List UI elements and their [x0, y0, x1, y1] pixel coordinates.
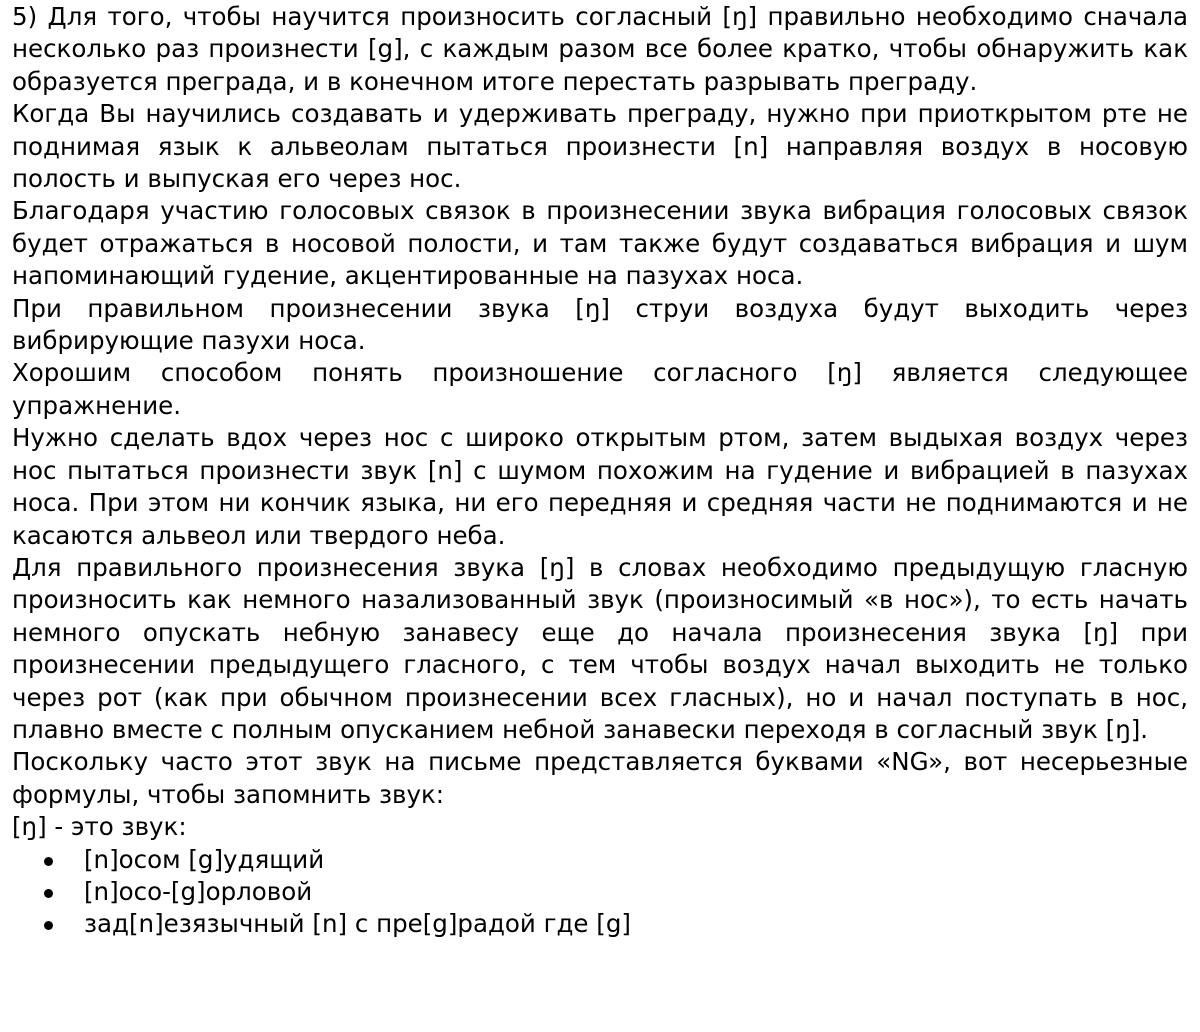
paragraph-intro: 5) Для того, чтобы научится произносить согласный [ŋ] правильно необходимо сначала несколько раз произнести [g], с каждым разом все более кратко, чтобы обнаружить как образуется преграда, и в конечном итоге перестать разрывать преграду. — [12, 2, 1188, 96]
paragraph-exercise: Нужно сделать вдох через нос с широко открытым ртом, затем выдыхая воздух через нос пытаться произнести звук [n] с шумом похожим на гудение и вибрацией в пазухах носа. При этом ни кончик языка, ни его передняя и средняя части не поднимаются и не касаются альвеол или твердого неба. — [12, 423, 1188, 550]
paragraph-nasalization: Для правильного произнесения звука [ŋ] в словах необходимо предыдущую гласную произносить как немного назализованный звук (произносимый «в нос»), то есть начать немного опускать небную занавесу еще до начала произнесения звука [ŋ] при произнесении предыдущего гласного, с тем чтобы воздух начал выходить не только через рот (как при обычном произнесении всех гласных), но и начал поступать в нос, плавно вместе с полным опусканием небной занавески переходя в согласный звук [ŋ]. — [12, 552, 1188, 744]
paragraph-barrier: Когда Вы научились создавать и удерживать преграду, нужно при приоткрытом рте не поднимая язык к альвеолам пытаться произнести [n] направляя воздух в носовую полость и выпуская его через нос. — [12, 99, 1188, 194]
paragraph-sound-label: [ŋ] - это звук: — [12, 812, 187, 842]
list-item-text: [n]осо-[g]орловой — [84, 876, 313, 906]
list-item-text: [n]осом [g]удящий — [84, 844, 325, 874]
paragraph-vibration: Благодаря участию голосовых связок в произнесении звука вибрация голосовых связок будет отражаться в носовой полости, и там также будут создаваться вибрация и шум напоминающий гудение, акцентированные на пазухах носа. — [12, 196, 1188, 291]
list-item-text: зад[n]езязычный [n] с пре[g]радой где [g] — [84, 909, 631, 939]
list-item — [12, 908, 1188, 940]
paragraph-airflow: При правильном произнесении звука [ŋ] струи воздуха будут выходить через вибрирующие пазухи носа. — [12, 293, 1188, 356]
paragraph-exercise-intro: Хорошим способом понять произношение согласного [ŋ] является следующее упражнение. — [12, 358, 1188, 420]
bullet-icon — [44, 857, 53, 866]
list-item — [12, 876, 1188, 908]
document-page — [0, 1, 1200, 1032]
bullet-icon — [44, 889, 53, 898]
mnemonic-list — [12, 844, 1188, 941]
list-item — [12, 844, 1188, 876]
paragraph-formulas-intro: Поскольку часто этот звук на письме представляется буквами «NG», вот несерьезные формулы, чтобы запомнить звук: — [12, 747, 1188, 809]
bullet-icon — [44, 921, 53, 930]
